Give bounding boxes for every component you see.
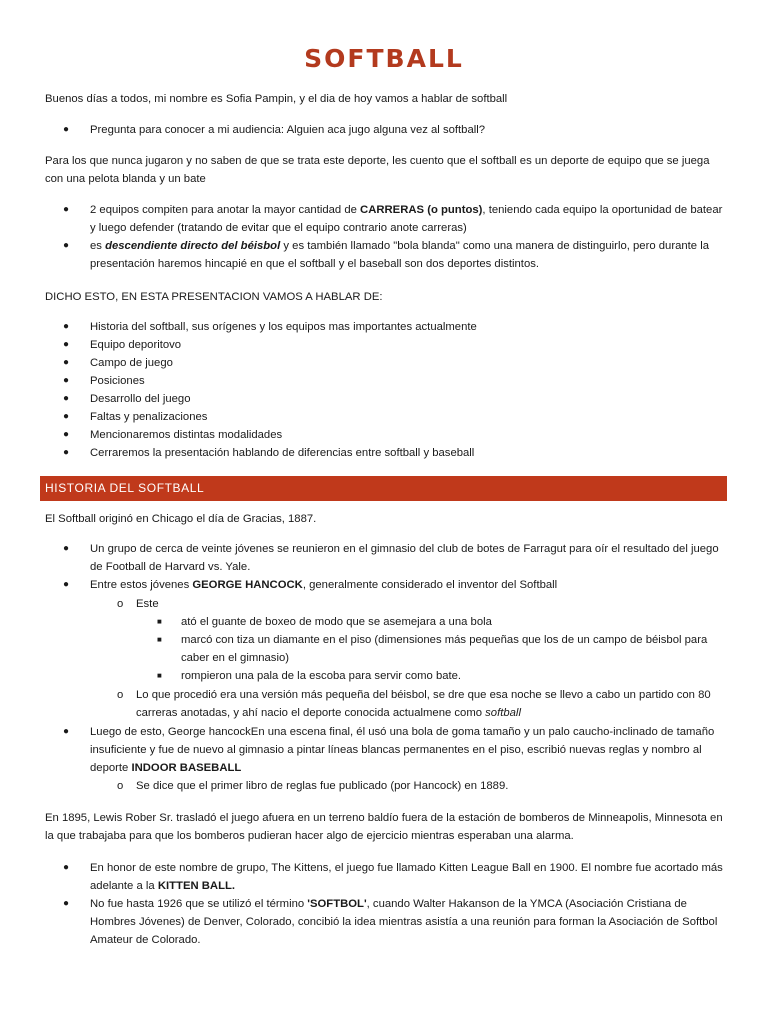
- topic-item: Desarrollo del juego: [90, 393, 191, 405]
- bullet-glyph: ●: [63, 411, 70, 422]
- explain-paragraph: Para los que nunca jugaron y no saben de que se trata este deporte, les cuento que el softball es un deporte de equipo que se juega con una pelota blanda y un bate: [45, 155, 710, 185]
- este-subitem: Este: [136, 598, 159, 610]
- group-bullet: Un grupo de cerca de veinte jóvenes se reunieron en el gimnasio del club de botes de Farragut para oír el resultado del juego de Football de Harvard vs. Yale.: [90, 543, 719, 573]
- bullet-glyph: ●: [63, 240, 70, 251]
- bullet-glyph: ●: [63, 898, 70, 909]
- origin-paragraph: El Softball originó en Chicago el día de Gracias, 1887.: [45, 513, 317, 525]
- page-title: SOFTBALL: [304, 44, 464, 73]
- bullet-glyph: ●: [63, 339, 70, 350]
- descendant-bullet: es descendiente directo del béisbol y es también llamado "bola blanda" como una manera de distinguirlo, pero durante la presentación haremos hincapié en que el softball y el baseball son dos deportes distintos.: [90, 240, 710, 270]
- este-detail: ató el guante de boxeo de modo que se asemejara a una bola: [181, 616, 492, 628]
- indoor-bullet: Luego de esto, George hancockEn una escena final, él usó una bola de goma tamaño y un palo caucho-inclinado de tamaño insuficiente y fue de nuevo al gimnasio a pintar líneas blancas permanentes en el piso, escribió nuevas reglas y nombro al deporte INDOOR BASEBALL: [90, 726, 715, 774]
- topic-item: Faltas y penalizaciones: [90, 411, 208, 423]
- circle-glyph: o: [117, 780, 124, 792]
- bullet-glyph: ●: [63, 726, 70, 737]
- bullet-glyph: ●: [63, 862, 70, 873]
- kittens-bullet: En honor de este nombre de grupo, The Kittens, el juego fue llamado Kitten League Ball en 1900. El nombre fue acortado más adelante a la KITTEN BALL.: [90, 862, 723, 892]
- este-detail: marcó con tiza un diamante en el piso (dimensiones más pequeñas que los de un campo de béisbol para caber en el gimnasio): [181, 634, 708, 664]
- topic-item: Equipo deporitovo: [90, 339, 182, 351]
- bullet-glyph: ●: [63, 124, 70, 135]
- rulebook-subitem: Se dice que el primer libro de reglas fue publicado (por Hancock) en 1889.: [136, 780, 509, 792]
- square-glyph: ■: [157, 617, 162, 626]
- bullet-glyph: ●: [63, 447, 70, 458]
- hancock-bullet: Entre estos jóvenes GEORGE HANCOCK, generalmente considerado el inventor del Softball: [90, 579, 558, 591]
- bullet-glyph: ●: [63, 429, 70, 440]
- paragraph-1895: En 1895, Lewis Rober Sr. trasladó el juego afuera en un terreno baldío fuera de la estación de bomberos de Minneapolis, Minnesota en la que trabajaba para que los bomberos pudieran hacer algo de ejercicio mientras esperaban una alarma.: [45, 812, 723, 842]
- square-glyph: ■: [157, 671, 162, 680]
- bullet-glyph: ●: [63, 204, 70, 215]
- circle-glyph: o: [117, 689, 124, 701]
- bullet-glyph: ●: [63, 321, 70, 332]
- section-heading-history: HISTORIA DEL SOFTBALL: [40, 476, 727, 501]
- topic-item: Cerraremos la presentación hablando de diferencias entre softball y baseball: [90, 447, 475, 459]
- bullet-glyph: ●: [63, 579, 70, 590]
- topic-item: Posiciones: [90, 375, 145, 387]
- bullet-glyph: ●: [63, 357, 70, 368]
- question-bullet: Pregunta para conocer a mi audiencia: Alguien aca jugo alguna vez al softball?: [90, 124, 486, 136]
- topic-item: Campo de juego: [90, 357, 173, 369]
- topic-item: Mencionaremos distintas modalidades: [90, 429, 283, 441]
- circle-glyph: o: [117, 598, 124, 610]
- topic-item: Historia del softball, sus orígenes y los equipos mas importantes actualmente: [90, 321, 477, 333]
- procedio-subitem: Lo que procedió era una versión más pequeña del béisbol, se dre que esa noche se llevo a cabo un partido con 80 carreras anotadas, y ahí nacio el deporte conocida actualmene como softball: [136, 689, 711, 719]
- softbol-bullet: No fue hasta 1926 que se utilizó el término 'SOFTBOL', cuando Walter Hakanson de la YMCA (Asociación Cristiana de Hombres Jóvenes) de Denver, Colorado, concibió la idea mientras asistía a una reunión para forman la Asociación de Softbol Amateur de Colorado.: [90, 898, 718, 946]
- bullet-glyph: ●: [63, 393, 70, 404]
- este-detail: rompieron una pala de la escoba para servir como bate.: [181, 670, 462, 682]
- topics-heading: DICHO ESTO, EN ESTA PRESENTACION VAMOS A HABLAR DE:: [45, 291, 383, 303]
- bullet-glyph: ●: [63, 543, 70, 554]
- teams-bullet: 2 equipos compiten para anotar la mayor cantidad de CARRERAS (o puntos), teniendo cada equipo la oportunidad de batear y luego defender (tratando de evitar que el equipo contrario anote carreras): [90, 204, 723, 234]
- bullet-glyph: ●: [63, 375, 70, 386]
- square-glyph: ■: [157, 635, 162, 644]
- intro-paragraph: Buenos días a todos, mi nombre es Sofia Pampin, y el dia de hoy vamos a hablar de softball: [45, 93, 508, 105]
